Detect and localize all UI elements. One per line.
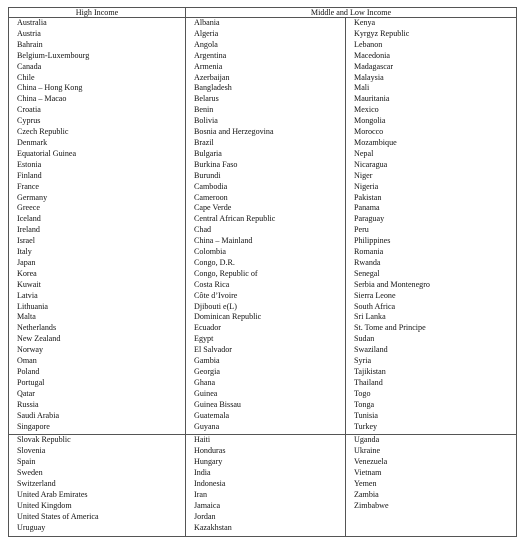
country-item: Qatar: [17, 388, 35, 398]
country-item: Georgia: [194, 367, 220, 376]
country-item: Tonga: [354, 399, 375, 409]
country-item: Lithuania: [17, 301, 49, 311]
country-item: Niger: [354, 170, 373, 180]
country-item: Jordan: [194, 511, 216, 521]
country-item: Guinea Bissau: [194, 399, 241, 409]
country-item: Oman: [17, 356, 37, 366]
country-item: Ghana: [194, 377, 216, 387]
country-item: China – Hong Kong: [17, 83, 83, 93]
country-item: Burundi: [194, 170, 221, 180]
country-item: Ireland: [17, 225, 40, 235]
country-item: Kuwait: [17, 279, 41, 289]
country-item: Guinea: [194, 388, 218, 398]
country-item: Serbia and Montenegro: [354, 279, 430, 289]
header-high-income: High Income: [9, 8, 186, 18]
country-item: Nicaragua: [354, 159, 388, 169]
country-item: Tunisia: [354, 410, 378, 420]
country-item: Italy: [17, 247, 32, 257]
country-item: Honduras: [194, 446, 226, 456]
country-item: Tajikistan: [354, 367, 386, 376]
country-item: Swaziland: [354, 345, 388, 355]
country-item: Congo, D.R.: [194, 257, 235, 267]
country-item: Sierra Leone: [354, 290, 396, 300]
middle-low-income-cell-2: [346, 435, 517, 536]
country-item: Spain: [17, 457, 36, 467]
country-item: Australia: [17, 18, 47, 27]
country-item: Denmark: [17, 137, 48, 147]
country-item: Dominican Republic: [194, 312, 262, 322]
country-item: Cameroon: [194, 192, 228, 202]
country-item: Costa Rica: [194, 279, 230, 289]
country-item: Mozambique: [354, 137, 397, 147]
country-item: Chile: [17, 72, 35, 82]
country-item: Zambia: [354, 489, 379, 499]
country-item: Iceland: [17, 214, 41, 224]
country-item: Mongolia: [354, 116, 386, 126]
country-item: Central African Republic: [194, 214, 276, 224]
country-item: Indonesia: [194, 479, 226, 489]
country-item: Slovenia: [17, 446, 46, 456]
country-item: Cape Verde: [194, 203, 232, 213]
income-country-table: [8, 7, 517, 537]
country-item: South Africa: [354, 301, 396, 311]
country-item: Canada: [17, 61, 42, 71]
country-item: Syria: [354, 356, 372, 366]
country-item: St. Tome and Principe: [354, 323, 426, 333]
country-item: Peru: [354, 225, 369, 235]
country-item: Croatia: [17, 105, 41, 115]
country-item: Belgium-Luxembourg: [17, 50, 90, 60]
country-item: Macedonia: [354, 50, 390, 60]
country-item: Equatorial Guinea: [17, 148, 77, 158]
country-item: Japan: [17, 257, 36, 267]
country-item: Iran: [194, 489, 208, 499]
country-item: Mexico: [354, 105, 379, 115]
country-item: United Arab Emirates: [17, 489, 88, 499]
country-item: Rwanda: [354, 257, 381, 267]
country-item: Thailand: [354, 377, 383, 387]
country-item: Congo, Republic of: [194, 268, 258, 278]
country-item: Singapore: [17, 421, 50, 431]
country-item: Switzerland: [17, 479, 56, 489]
country-item: Ukraine: [354, 446, 381, 456]
country-item: Slovak Republic: [17, 435, 71, 445]
country-item: Colombia: [194, 247, 226, 257]
country-item: Panama: [354, 203, 380, 213]
country-item: Armenia: [194, 61, 223, 71]
country-item: Azerbaijan: [194, 72, 230, 82]
country-item: Cambodia: [194, 181, 228, 191]
country-item: Sweden: [17, 468, 43, 478]
middle-low-income-cell-2: [346, 18, 517, 435]
header-row: [9, 8, 517, 18]
high-income-cell: [9, 435, 186, 536]
country-item: Zimbabwe: [354, 500, 389, 510]
country-item: Côte d’Ivoire: [194, 290, 238, 300]
country-item: Belarus: [194, 94, 219, 104]
country-item: Nigeria: [354, 181, 379, 191]
country-item: Uganda: [354, 435, 380, 445]
country-item: Mauritania: [354, 94, 390, 104]
country-item: Haiti: [194, 435, 211, 445]
country-item: Sudan: [354, 334, 375, 344]
country-item: Yemen: [354, 479, 377, 489]
country-item: Ecuador: [194, 323, 221, 333]
country-item: Korea: [17, 268, 37, 278]
country-item: Turkey: [354, 421, 378, 431]
country-item: China – Mainland: [194, 236, 253, 246]
country-item: New Zealand: [17, 334, 61, 344]
country-item: China – Macao: [17, 94, 67, 104]
country-item: France: [17, 181, 40, 191]
country-item: Germany: [17, 192, 48, 202]
country-item: Czech Republic: [17, 127, 69, 137]
country-item: Cyprus: [17, 116, 41, 126]
country-item: Norway: [17, 345, 44, 355]
country-item: Philippines: [354, 236, 391, 246]
country-item: Bangladesh: [194, 83, 232, 93]
country-item: Austria: [17, 28, 41, 38]
country-item: Benin: [194, 105, 214, 115]
country-item: Albania: [194, 18, 220, 27]
country-item: Burkina Faso: [194, 159, 238, 169]
country-item: Latvia: [17, 290, 38, 300]
country-item: Jamaica: [194, 500, 221, 510]
country-item: Nepal: [354, 148, 374, 158]
country-item: Greece: [17, 203, 40, 213]
country-item: Senegal: [354, 268, 380, 278]
country-item: Bolivia: [194, 116, 218, 126]
country-item: United States of America: [17, 511, 99, 521]
country-item: Bosnia and Herzegovina: [194, 127, 274, 137]
country-item: Paraguay: [354, 214, 385, 224]
country-item: Estonia: [17, 159, 42, 169]
country-item: Lebanon: [354, 39, 383, 49]
country-item: Togo: [354, 388, 371, 398]
table-row: [9, 18, 517, 435]
country-item: India: [194, 468, 211, 478]
table-row: [9, 435, 517, 536]
middle-low-income-cell-1: [186, 18, 346, 435]
country-item: Kazakhstan: [194, 522, 232, 532]
country-item: Bahrain: [17, 39, 43, 49]
country-item: Hungary: [194, 457, 223, 467]
country-item: Netherlands: [17, 323, 57, 333]
country-item: Russia: [17, 399, 39, 409]
country-item: Guatemala: [194, 410, 230, 420]
country-item: Mali: [354, 83, 370, 93]
country-item: Portugal: [17, 377, 45, 387]
country-item: Romania: [354, 247, 384, 257]
country-item: Chad: [194, 225, 212, 235]
country-item: Israel: [17, 236, 35, 246]
country-item: Gambia: [194, 356, 220, 366]
country-item: Vietnam: [354, 468, 382, 478]
country-item: Finland: [17, 170, 42, 180]
country-item: Poland: [17, 367, 40, 376]
country-item: Angola: [194, 39, 218, 49]
high-income-cell: [9, 18, 186, 435]
country-item: Egypt: [194, 334, 214, 344]
middle-low-income-cell-1: [186, 435, 346, 536]
country-item: Malta: [17, 312, 36, 322]
country-item: Morocco: [354, 127, 384, 137]
country-item: Djibouti e(L): [194, 301, 237, 311]
country-item: Guyana: [194, 421, 220, 431]
country-item: Bulgaria: [194, 148, 222, 158]
country-item: United Kingdom: [17, 500, 72, 510]
country-item: Argentina: [194, 50, 227, 60]
country-item: Pakistan: [354, 192, 382, 202]
country-item: Sri Lanka: [354, 312, 386, 322]
country-item: Madagascar: [354, 61, 394, 71]
header-middle-low-income: Middle and Low Income: [186, 8, 517, 18]
country-item: El Salvador: [194, 345, 232, 355]
country-item: Saudi Arabia: [17, 410, 60, 420]
country-item: Uruguay: [17, 522, 46, 532]
country-item: Venezuela: [354, 457, 388, 467]
country-item: Algeria: [194, 28, 219, 38]
country-item: Kenya: [354, 18, 376, 27]
country-item: Brazil: [194, 137, 214, 147]
country-item: Kyrgyz Republic: [354, 28, 410, 38]
country-item: Malaysia: [354, 72, 384, 82]
